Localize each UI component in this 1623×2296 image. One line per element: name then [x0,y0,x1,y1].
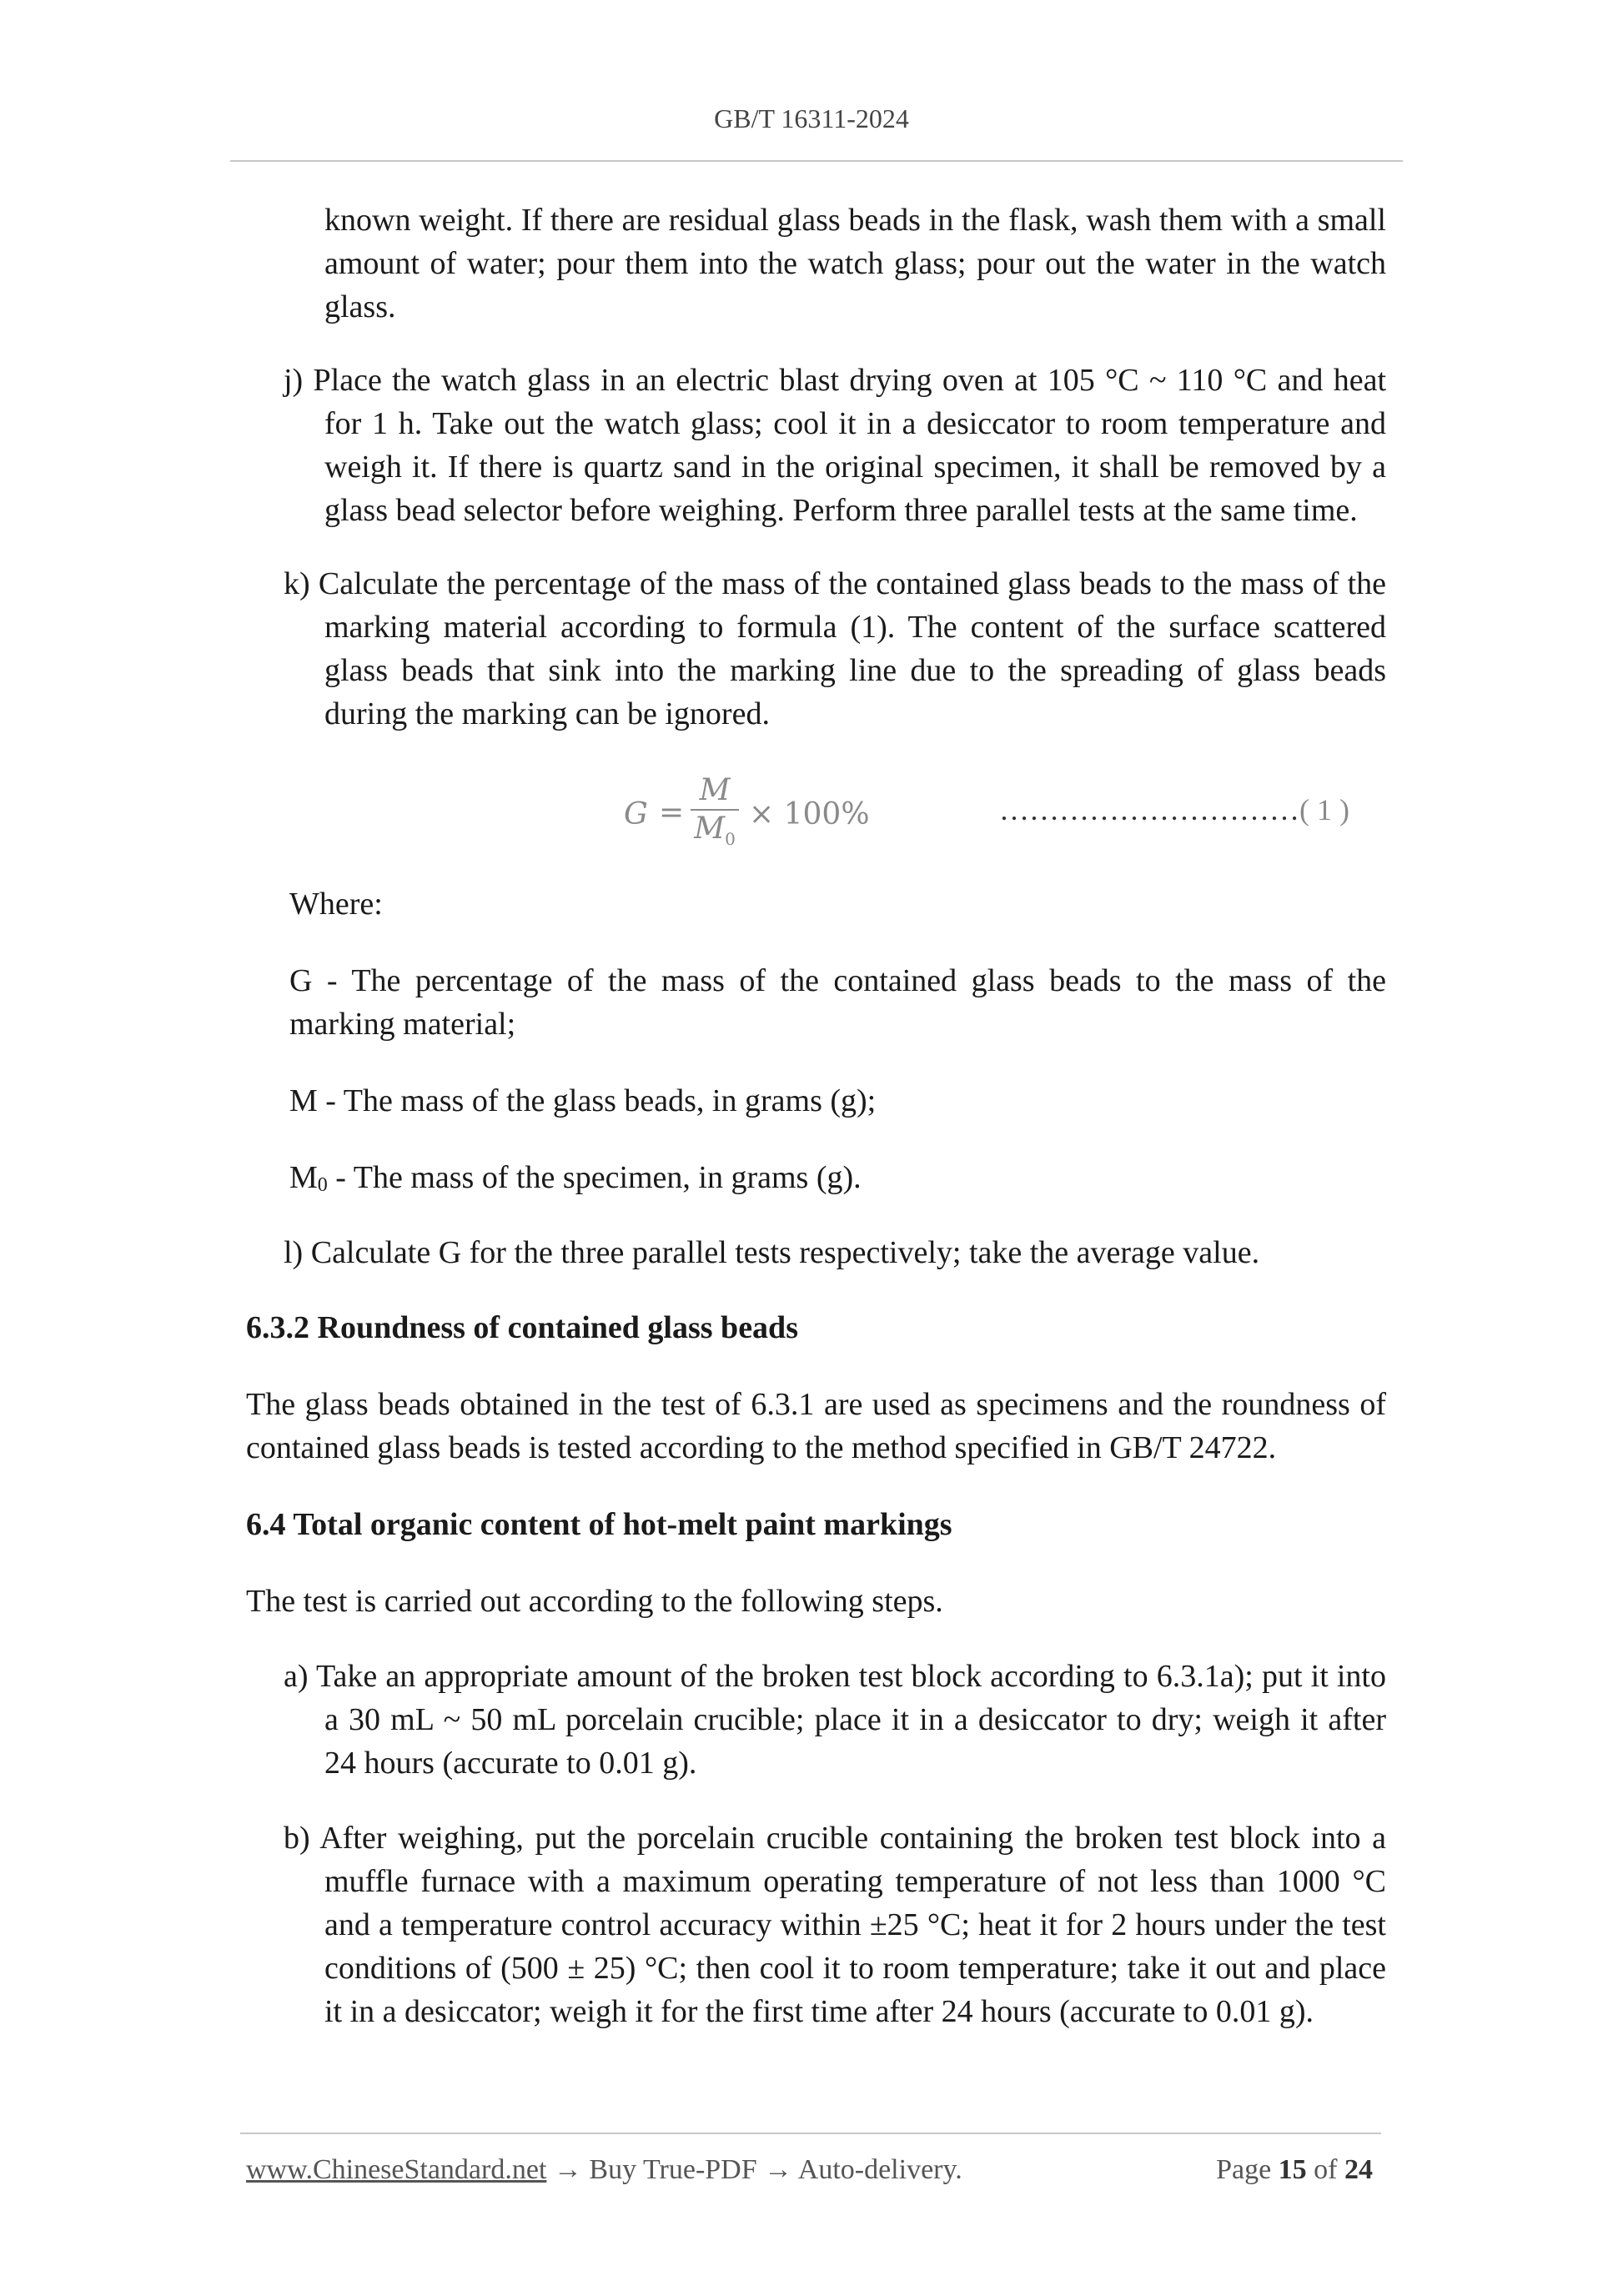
page-total: 24 [1344,2154,1373,2185]
formula-denominator: $M_0$ [694,811,736,850]
footer-links [246,2154,962,2186]
section-6-3-2-body: The glass beads obtained in the test of 6.3.1 are used as specimens and the roundness of contained glass beads is tested according to the method specified in GB/T 24722. [246,1387,1386,1465]
formula-label: ( 1 ) [1299,793,1349,826]
item-k-marker: k) [284,566,310,601]
item-a-text: Take an appropriate amount of the broken test block according to 6.3.1a); put it into a 30 mL ~ 50 mL porcelain crucible; place it in a desiccator to dry; weigh it after 24 hours (accurate to 0.01 g). [315,1659,1386,1781]
formula-1 [624,772,874,852]
item-a-marker: a) [284,1659,309,1694]
definition-m: M - The mass of the glass beads, in grams (g); [289,1083,877,1118]
page-label: Page [1216,2154,1272,2185]
page-indicator [1216,2154,1373,2186]
item-l [284,1231,1386,1274]
auto-delivery-text: Auto-delivery. [797,2154,962,2185]
formula-equals: = [659,796,685,830]
header-divider [230,160,1403,162]
formula-fraction [691,772,739,850]
item-j-text: Place the watch glass in an electric blast drying oven at 105 °C ~ 110 °C and heat for 1 h. Take out the watch glass; cool it in a desiccator to room temperature and weigh it. If there is quartz sand in the original specimen, it shall be removed by a glass bead selector before weighing. Perform three parallel tests at the same time. [313,363,1387,528]
section-heading-6-4: 6.4 Total organic content of hot-melt paint markings [246,1507,952,1542]
footer-divider [240,2133,1381,2134]
definition-m0: $M_0$ - The mass of the specimen, in grams (g). [289,1160,862,1196]
formula-leader-dots: ………………………… [999,793,1299,826]
formula-tail: × 100% [749,797,870,831]
formula-numerator: M [699,773,731,807]
formula-number [999,792,1349,827]
section-6-4-body: The test is carried out according to the following steps. [246,1584,943,1619]
item-j-marker: j) [284,363,304,398]
item-b [284,1816,1386,2033]
item-b-text: After weighing, put the porcelain crucible containing the broken test block into a muffle furnace with a maximum operating temperature of not less than 1000 °C and a temperature control accuracy within ±25 °C; heat it for 2 hours under the test conditions of (500 ± 25) °C; then cool it to room temperature; take it out and place it in a desiccator; weigh it for the first time after 24 hours (accurate to 0.01 g). [319,1821,1386,2029]
formula-lhs: G [624,797,648,831]
section-heading-6-3-2: 6.3.2 Roundness of contained glass beads [246,1310,798,1345]
page-current: 15 [1278,2154,1307,2185]
item-l-text: Calculate G for the three parallel tests respectively; take the average value. [310,1235,1260,1270]
item-k-text: Calculate the percentage of the mass of the contained glass beads to the mass of the marking material according to formula (1). The content of the surface scattered glass beads that sink into the marking line due to the spreading of glass beads during the marking can be ignored. [318,566,1386,731]
where-label: Where: [289,887,383,922]
buy-true-pdf-link[interactable]: Buy True-PDF [589,2154,757,2185]
website-link[interactable]: www.ChineseStandard.net [246,2154,547,2185]
arrow-icon: → [756,2154,798,2185]
page-of: of [1314,2154,1338,2185]
page-header: GB/T 16311-2024 [714,103,909,133]
item-b-marker: b) [284,1821,310,1856]
item-k [284,562,1386,736]
item-i-continuation: known weight. If there are residual glass beads in the flask, wash them with a small amount of water; pour them into the watch glass; pour out the water in the watch glass. [324,203,1386,324]
definition-g: G - The percentage of the mass of the contained glass beads to the mass of the marking material; [289,963,1386,1042]
item-l-marker: l) [284,1235,304,1270]
item-j [284,359,1386,532]
arrow-icon: → [546,2154,590,2185]
item-a [284,1655,1386,1785]
